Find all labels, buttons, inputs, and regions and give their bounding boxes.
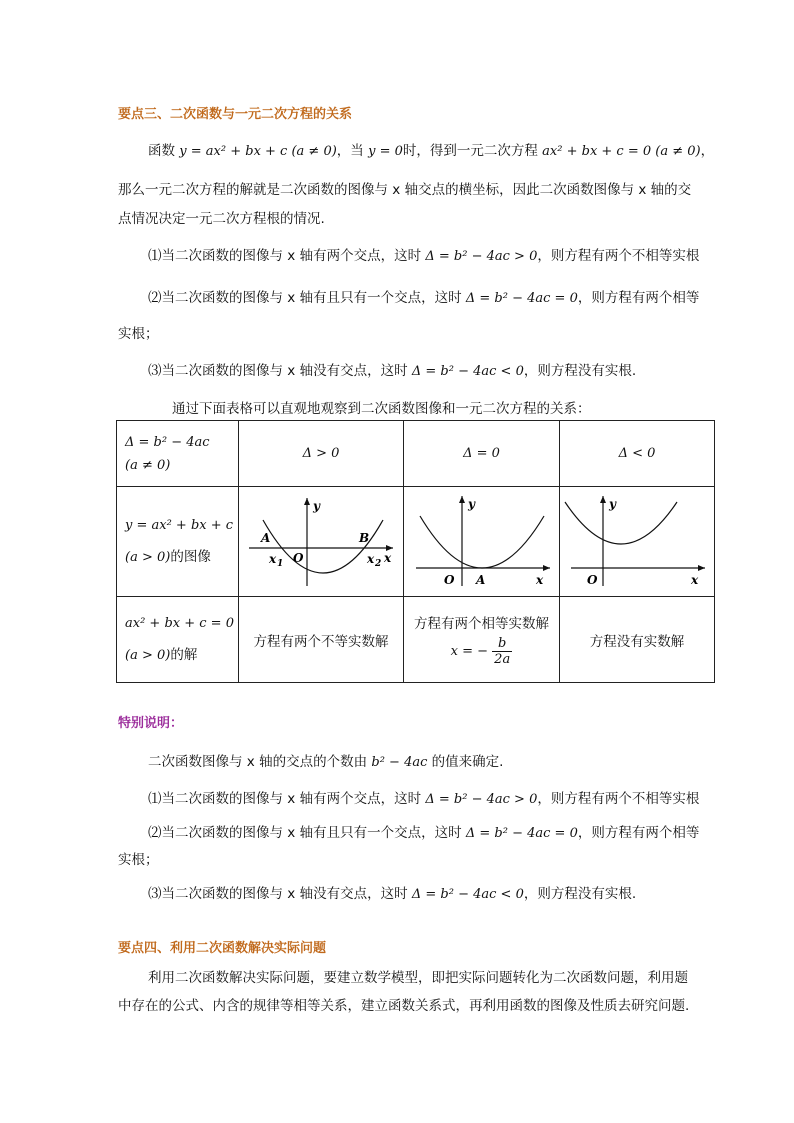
a-nonzero-condition: (a ≠ 0) — [125, 457, 171, 473]
discriminant-formula: Δ = b² − 4ac — [125, 434, 210, 450]
cell-solution-header — [117, 597, 239, 683]
paragraph-line-1: 那么一元二次方程的解就是二次函数的图像与 x 轴交点的横坐标，因此二次函数图像与 x 轴的交 — [118, 182, 692, 198]
quadratic-equation-formula: ax² + bx + c = 0 — [125, 616, 234, 631]
point-b-label: B — [359, 530, 370, 545]
special-case-2-end: ，则方程有两个相等 — [577, 825, 700, 841]
table-row-solution — [117, 597, 715, 683]
cell-delta-negative: Δ < 0 — [560, 421, 715, 487]
graph-label: 的图像 — [170, 549, 211, 565]
special-note-heading: 特别说明： — [118, 716, 184, 731]
table-row-graph — [117, 487, 715, 597]
cell-graph-one-root — [404, 487, 560, 597]
y-axis-arrow-icon — [600, 496, 606, 503]
intro-function-formula: y = ax² + bx + c (a ≠ 0) — [179, 144, 337, 159]
cell-delta-zero: Δ = 0 — [404, 421, 560, 487]
graph-two-intersections — [241, 490, 401, 590]
two-equal-roots-text: 方程有两个相等实数解 — [414, 616, 549, 632]
origin-label: O — [293, 550, 304, 565]
special-case-1-formula: Δ = b² − 4ac > 0 — [425, 792, 538, 807]
case-1 — [148, 244, 699, 264]
fraction-denominator: 2a — [494, 652, 511, 667]
section-3-heading: 要点三、二次函数与一元二次方程的关系 — [118, 107, 353, 122]
intro-end: ， — [700, 143, 715, 159]
case-3-end: ，则方程没有实根. — [523, 363, 637, 379]
section-4-line-2: 中存在的公式、内含的规律等相等关系，建立函数关系式，再利用函数的图像及性质去研究问题. — [118, 998, 690, 1014]
cell-no-real-roots: 方程没有实数解 — [560, 597, 715, 683]
solution-label: 的解 — [170, 647, 198, 663]
intro-equation: ax² + bx + c = 0 (a ≠ 0) — [542, 144, 701, 159]
a-positive-condition: (a > 0) — [125, 648, 171, 663]
point-a-label: A — [261, 530, 271, 545]
case-3 — [148, 359, 636, 379]
intro-prefix: 函数 — [148, 143, 175, 159]
cell-two-distinct-roots: 方程有两个不等实数解 — [239, 597, 404, 683]
case-2 — [148, 286, 699, 306]
cell-graph-no-root — [560, 487, 715, 597]
x-axis-label: x — [535, 572, 543, 587]
x-axis-arrow-icon — [543, 565, 550, 571]
case-2-end: ，则方程有两个相等 — [577, 290, 700, 306]
y-axis-arrow-icon — [459, 496, 465, 503]
intro-mid: ，当 — [336, 143, 364, 159]
graph-no-intersection — [561, 490, 713, 590]
special-case-3-end: ，则方程没有实根. — [523, 886, 637, 902]
special-line-1 — [148, 750, 503, 770]
y-axis-label: y — [313, 498, 320, 513]
special-line-1-text: 二次函数图像与 x 轴的交点的个数由 — [148, 754, 368, 770]
fraction-numerator: b — [492, 636, 512, 652]
quadratic-function-formula: y = ax² + bx + c — [125, 518, 234, 533]
x-axis-label: x — [384, 550, 392, 565]
origin-label: O — [443, 572, 454, 587]
root-x1-subscript: 1 — [277, 558, 284, 569]
x-axis-arrow-icon — [698, 565, 705, 571]
vertex-fraction — [492, 636, 512, 667]
y-axis-label: y — [467, 496, 475, 511]
special-case-3 — [148, 882, 636, 902]
case-1-formula: Δ = b² − 4ac > 0 — [425, 249, 538, 264]
case-3-formula: Δ = b² − 4ac < 0 — [411, 364, 524, 379]
section-4-heading: 要点四、利用二次函数解决实际问题 — [118, 941, 327, 956]
intro-mid2: 时，得到一元二次方程 — [402, 143, 538, 159]
cell-graph-header — [117, 487, 239, 597]
special-case-2-text: ⑵当二次函数的图像与 x 轴有且只有一个交点，这时 — [148, 825, 462, 841]
parabola-curve — [420, 516, 544, 568]
case-2-continuation: 实根； — [118, 326, 159, 342]
special-case-2-formula: Δ = b² − 4ac = 0 — [465, 826, 578, 841]
special-case-1 — [148, 787, 699, 807]
cell-graph-two-roots — [239, 487, 404, 597]
x-axis-label: x — [691, 572, 699, 587]
graph-one-intersection — [406, 490, 558, 590]
y-axis-label: y — [609, 496, 616, 511]
cell-discriminant-header — [117, 421, 239, 487]
root-x2-label: x — [367, 551, 375, 566]
paragraph-line-2: 点情况决定一元二次方程根的情况. — [118, 211, 325, 227]
special-line-1-end: 的值来确定. — [431, 754, 504, 770]
intro-condition: y = 0 — [368, 144, 403, 159]
special-case-2 — [148, 821, 699, 841]
special-case-1-text: ⑴当二次函数的图像与 x 轴有两个交点，这时 — [148, 791, 422, 807]
y-axis-arrow-icon — [304, 498, 310, 505]
a-positive-condition: (a > 0) — [125, 550, 171, 565]
origin-label: O — [587, 572, 598, 587]
vertex-a-label: A — [475, 572, 485, 587]
table-row-discriminant — [117, 421, 715, 487]
case-2-text: ⑵当二次函数的图像与 x 轴有且只有一个交点，这时 — [148, 290, 462, 306]
vertex-formula-x: x = − — [450, 644, 489, 659]
section-4-line-1: 利用二次函数解决实际问题，要建立数学模型，即把实际问题转化为二次函数问题，利用题 — [148, 970, 688, 986]
case-1-end: ，则方程有两个不相等实根 — [537, 248, 700, 264]
root-x2-subscript: 2 — [375, 558, 382, 569]
special-case-3-formula: Δ = b² − 4ac < 0 — [411, 887, 524, 902]
special-case-3-text: ⑶当二次函数的图像与 x 轴没有交点，这时 — [148, 886, 408, 902]
cell-two-equal-roots — [404, 597, 560, 683]
case-2-formula: Δ = b² − 4ac = 0 — [465, 291, 578, 306]
parabola-curve — [565, 502, 677, 544]
special-case-1-end: ，则方程有两个不相等实根 — [537, 791, 700, 807]
root-x1-label: x — [269, 551, 277, 566]
table-intro: 通过下面表格可以直观地观察到二次函数图像和一元二次方程的关系： — [172, 401, 591, 417]
relationship-table — [116, 420, 715, 683]
vertex-formula — [451, 636, 513, 667]
intro-line — [148, 139, 714, 159]
case-1-text: ⑴当二次函数的图像与 x 轴有两个交点，这时 — [148, 248, 422, 264]
cell-delta-positive: Δ > 0 — [239, 421, 404, 487]
special-line-1-formula: b² − 4ac — [371, 755, 428, 770]
case-3-text: ⑶当二次函数的图像与 x 轴没有交点，这时 — [148, 363, 408, 379]
special-case-2-continuation: 实根； — [118, 852, 159, 868]
